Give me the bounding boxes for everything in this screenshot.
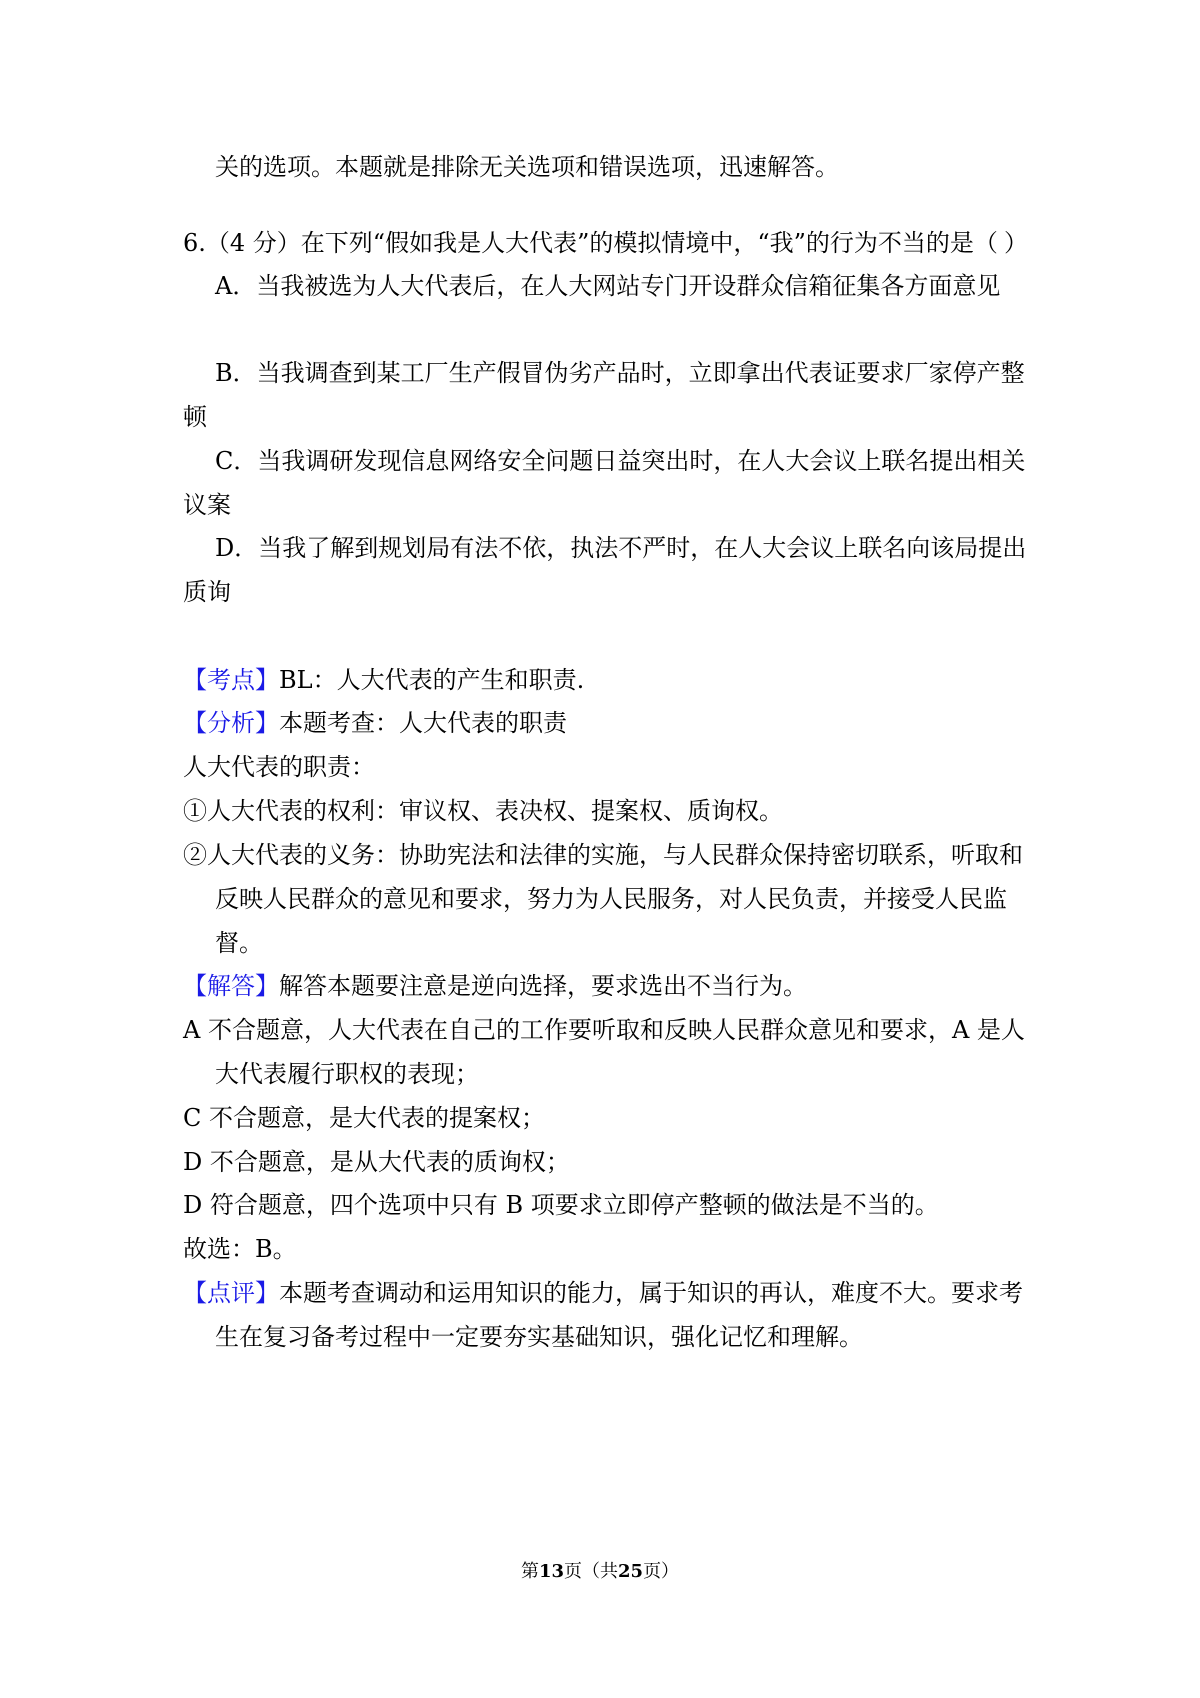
fenxi-item2: ②人大代表的义务：协助宪法和法律的实施，与人民群众保持密切联系，听取和: [183, 841, 1023, 869]
question-stem-text: 6.（4 分）在下列“假如我是人大代表”的模拟情境中，“我”的行为不当的是（: [183, 229, 998, 257]
footer-page-number: 13: [538, 1561, 564, 1582]
jieda-d1: D 不合题意，是从大代表的质询权；: [183, 1148, 570, 1176]
option-d: D．当我了解到规划局有法不依，执法不严时，在人大会议上联名向该局提出: [215, 534, 1027, 562]
jieda-text: 解答本题要注意是逆向选择，要求选出不当行为。: [279, 972, 807, 1000]
fenxi-line2: 人大代表的职责：: [183, 753, 375, 781]
question-stem-end: ）: [1004, 229, 1028, 257]
fenxi-section: [183, 707, 567, 739]
option-c: C．当我调研发现信息网络安全问题日益突出时，在人大会议上联名提出相关: [215, 447, 1026, 475]
jieda-c: C 不合题意，是大代表的提案权；: [183, 1104, 545, 1132]
jieda-section: [183, 970, 807, 1002]
option-a: A．当我被选为人大代表后，在人大网站专门开设群众信箱征集各方面意见: [215, 272, 1001, 300]
kaodian-tag: 【考点】: [183, 666, 279, 694]
dianping-cont: 生在复习备考过程中一定要夯实基础知识，强化记忆和理解。: [215, 1323, 863, 1351]
fenxi-item2-cont2: 督。: [215, 929, 263, 957]
footer-total-pages: 25: [618, 1561, 644, 1582]
jieda-tag: 【解答】: [183, 972, 279, 1000]
kaodian-section: [183, 664, 584, 696]
jieda-a-cont: 大代表履行职权的表现；: [215, 1060, 479, 1088]
jieda-d2: D 符合题意，四个选项中只有 B 项要求立即停产整顿的做法是不当的。: [183, 1191, 939, 1219]
dianping-tag: 【点评】: [183, 1279, 279, 1307]
dianping-section: [183, 1277, 1023, 1309]
option-d-cont: 质询: [183, 578, 231, 606]
jieda-a: A 不合题意，人大代表在自己的工作要听取和反映人民群众意见和要求，A 是人: [183, 1016, 1025, 1044]
option-b-cont: 顿: [183, 403, 207, 431]
fenxi-item2-cont: 反映人民群众的意见和要求，努力为人民服务，对人民负责，并接受人民监: [215, 885, 1007, 913]
jieda-answer: 故选：B。: [183, 1235, 297, 1263]
footer-mid: 页（共: [564, 1561, 618, 1582]
dianping-text: 本题考查调动和运用知识的能力，属于知识的再认，难度不大。要求考: [279, 1279, 1023, 1307]
question-stem: [183, 227, 1028, 259]
fenxi-item1: ①人大代表的权利：审议权、表决权、提案权、质询权。: [183, 797, 783, 825]
kaodian-text: BL：人大代表的产生和职责.: [279, 666, 585, 694]
option-b: B．当我调查到某工厂生产假冒伪劣产品时，立即拿出代表证要求厂家停产整: [215, 359, 1025, 387]
fenxi-text: 本题考查：人大代表的职责: [279, 709, 567, 737]
footer-prefix: 第: [520, 1561, 539, 1582]
footer-suffix: 页）: [643, 1561, 680, 1582]
option-c-cont: 议案: [183, 491, 231, 519]
page-footer: [0, 1560, 1200, 1584]
fenxi-tag: 【分析】: [183, 709, 279, 737]
intro-text: 关的选项。本题就是排除无关选项和错误选项，迅速解答。: [215, 153, 839, 181]
